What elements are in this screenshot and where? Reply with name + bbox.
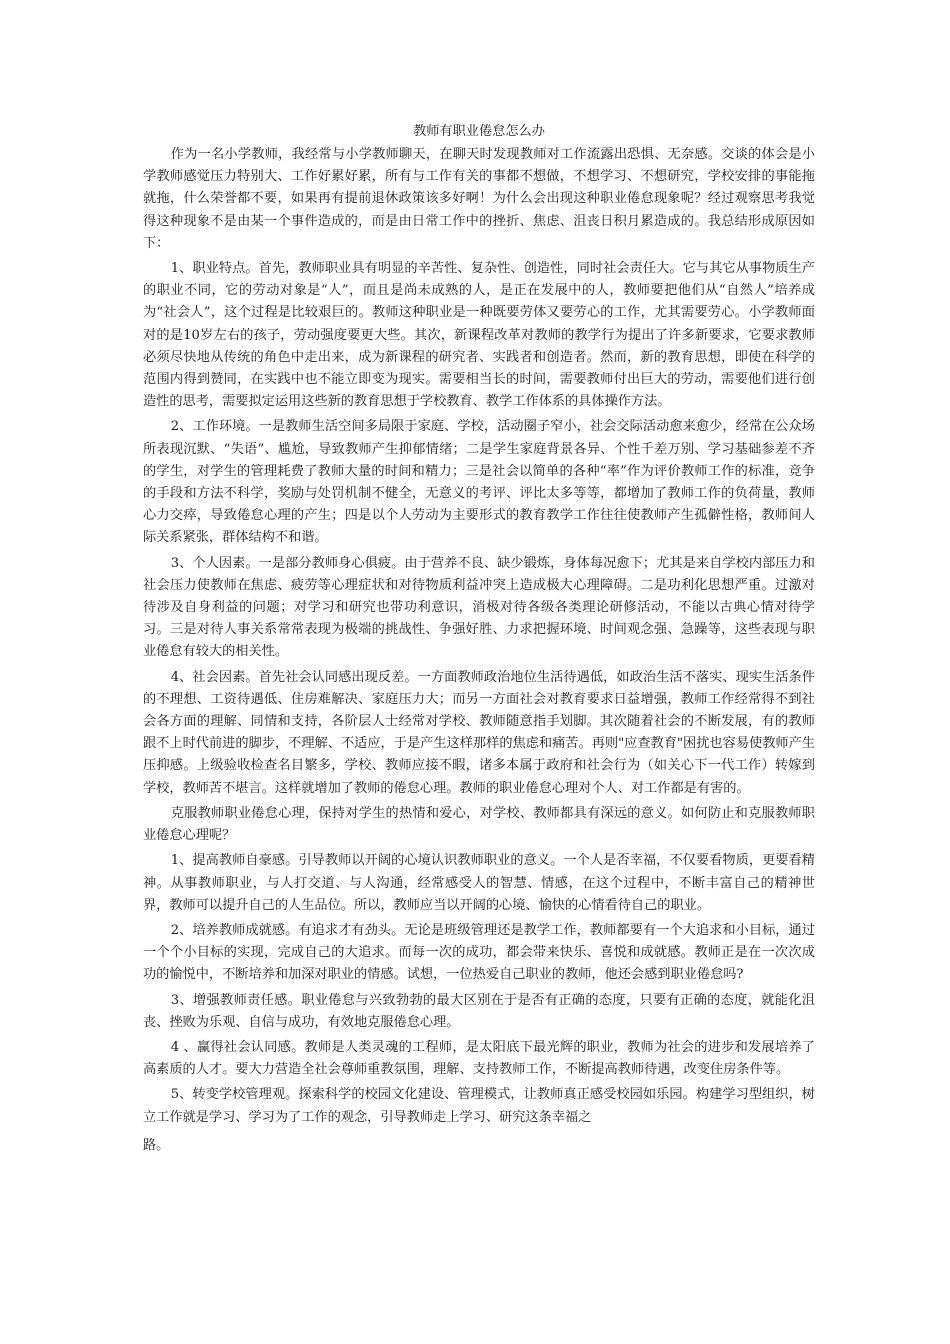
paragraph-intro: 作为一名小学教师，我经常与小学教师聊天，在聊天时发现教师对工作流露出恐惧、无奈感。交谈的体会是小学教师感觉压力特别大、工作好累好累，所有与工作有关的事都不想做，不想学习、不想研究，学校安排的事能拖就拖，什么荣誉都不要，如果再有提前退休政策该多好啊！为什么会出现这种职业倦怠现象呢？经过观察思考我觉得这种现象不是由某一个事件造成的，而是由日常工作中的挫折、焦虑、沮丧日积月累造成的。我总结形成原因如下： <box>143 147 815 251</box>
paragraph-cause-3: 3、个人因素。一是部分教师身心俱疲。由于营养不良、缺少锻炼，身体每况愈下；尤其是来自学校内部压力和社会压力使教师在焦虑、疲劳等心理症状和对待物质利益冲突上造成极大心理障碍。二是功利化思想严重。过激对待涉及自身利益的问题；对学习和研究也带功利意识，消极对待各级各类理论研修活动，不能以古典心情对待学习。三是对待人事关系常常表现为极端的挑战性、争强好胜、力求把握环境、时间观念强、急躁等，这些表现与职业倦怠有较大的相关性。 <box>143 555 815 660</box>
paragraph-measure-4: 4 、赢得社会认同感。教师是人类灵魂的工程师，是太阳底下最光辉的职业，教师为社会的进步和发展培养了高素质的人才。要大力营造全社会尊师重教氛围，理解、支持教师工作，不断提高教师待遇，改变住房条件等。 <box>143 1039 815 1078</box>
paragraph-measure-5: 5、转变学校管理观。探索科学的校园文化建设、管理模式，让教师真正感受校园如乐园。构建学习型组织，树立工作就是学习、学习为了工作的观念，引导教师走上学习、研究这条幸福之 <box>143 1087 815 1125</box>
paragraph-measure-1: 1、提高教师自豪感。引导教师以开阔的心境认识教师职业的意义。一个人是否幸福，不仅要看物质，更要看精神。从事教师职业，与人打交道、与人沟通，经常感受人的智慧、情感，在这个过程中，不断丰富自己的精神世界，教师可以提升自己的人生品位。所以，教师应当以开阔的心境、愉快的心情看待自己的职业。 <box>143 853 815 913</box>
paragraph-transition: 克服教师职业倦怠心理，保持对学生的热情和爱心，对学校、教师都具有深远的意义。如何防止和克服教师职业倦怠心理呢？ <box>143 805 815 844</box>
paragraph-cause-2: 2、工作环境。一是教师生活空间多局限于家庭、学校，活动圈子窄小，社会交际活动愈来愈少，经常在公众场所表现沉默、“失语”、尴尬，导致教师产生抑郁情绪；二是学生家庭背景各异、个性千差万别、学习基础参差不齐的学生，对学生的管理耗费了教师大量的时间和精力；三是社会以简单的各种“率”作为评价教师工作的标准，竞争的手段和方法不科学，奖励与处罚机制不健全，无意义的考评、评比太多等等，都增加了教师工作的负荷量，教师心力交瘁，导致倦怠心理的产生；四是以个人劳动为主要形式的教育教学工作往往使教师产生孤僻性格，教师间人际关系紧张，群体结构不和谐。 <box>143 419 815 546</box>
paragraph-cause-4: 4、社会因素。首先社会认同感出现反差。一方面教师政治地位生活待遇低，如政治生活不落实、现实生活条件的不理想、工资待遇低、住房难解决、家庭压力大；而另一方面社会对教育要求日益增强，教师工作经常得不到社会各方面的理解、同情和支持，各阶层人士经常对学校、教师随意指手划脚。其次随着社会的不断发展，有的教师跟不上时代前进的脚步，不理解、不适应，于是产生这样那样的焦虑和痛苦。再则"应查教育"困扰也容易使教师产生压抑感。上级验收检查名目繁多，学校、教师应接不暇，诸多本属于政府和社会行为（如关心下一代工作）转嫁到学校，教师苦不堪言。这样就增加了教师的倦怠心理。教师的职业倦怠心理对个人、对工作都是有害的。 <box>143 669 815 796</box>
paragraph-cause-1: 1、职业特点。首先，教师职业具有明显的辛苦性、复杂性、创造性，同时社会责任大。它与其它从事物质生产的职业不同，它的劳动对象是“人”，而且是尚未成熟的人，是正在发展中的人，教师要把他们从“自然人”培养成为“社会人”，这个过程是比较艰巨的。教师这种职业是一种既要劳体又要劳心的工作，尤其需要劳心。小学教师面对的是10岁左右的孩子，劳动强度要更大些。其次，新课程改革对教师的教学行为提出了许多新要求，它要求教师必须尽快地从传统的角色中走出来，成为新课程的研究者、实践者和创造者。然而，新的教育思想，即使在科学的范围内得到赞同，在实践中也不能立即变为现实。需要相当长的时间，需要教师付出巨大的劳动，需要他们进行创造性的思考，需要拟定运用这些新的教育思想于学校教育、教学工作体系的具体操作方法。 <box>143 261 815 410</box>
document-page <box>143 122 815 1157</box>
paragraph-measure-2: 2、培养教师成就感。有追求才有劲头。无论是班级管理还是教学工作，教师都要有一个大追求和小目标，通过一个个小目标的实现，完成自己的大追求。而每一次的成功，都会带来快乐、喜悦和成就感。教师正是在一次次成功的愉悦中，不断培养和加深对职业的情感。试想，一位热爱自己职业的教师，他还会感到职业倦怠吗? <box>143 922 815 983</box>
paragraph-tail: 路。 <box>143 1137 170 1153</box>
paragraph-measure-3: 3、增强教师责任感。职业倦怠与兴致勃勃的最大区别在于是否有正确的态度，只要有正确的态度，就能化沮丧、挫败为乐观、自信与成功，有效地克服倦怠心理。 <box>143 992 815 1030</box>
document-title: 教师有职业倦怠怎么办 <box>413 124 545 139</box>
